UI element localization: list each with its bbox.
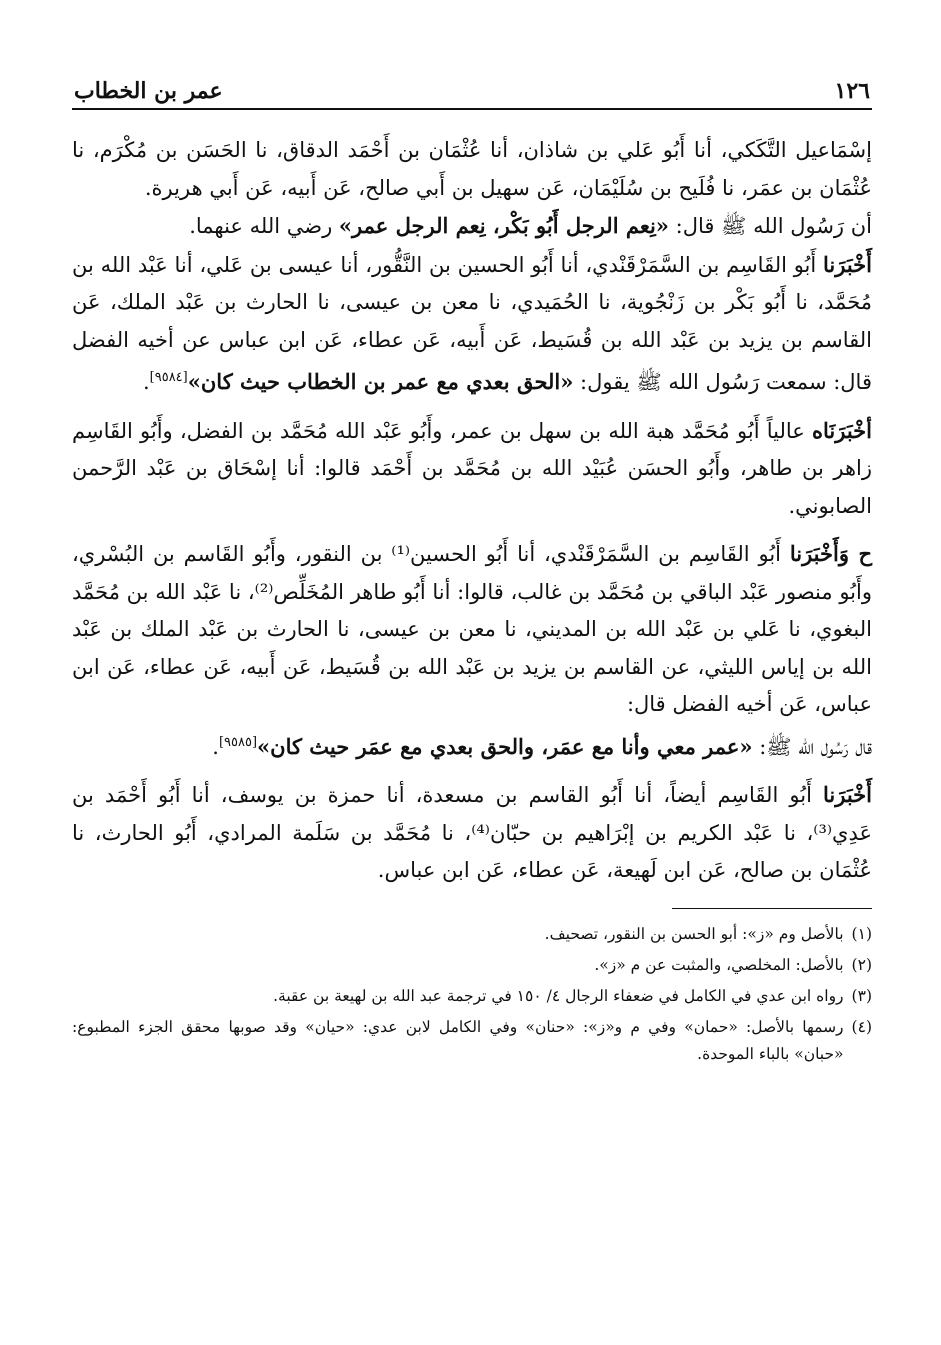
footnote (72, 983, 872, 1010)
paragraph: أَخْبَرَنا أَبُو القَاسِم بن السَّمَرْقَنْدي، أنا أَبُو الحسين بن النَّقُّور، أنا عيسى بن عَلي، أنا عَبْد الله بن مُحَمَّد، نا أَبُو بَكْر بن زَنْجُوية، نا الحُمَيدي، نا معن بن عيسى، نا الحارث بن عَبْد الملك، عَن القاسم بن يزيد بن عَبْد الله بن قُسَيط، عَن أَبيه، عَن عطاء، عَن ابن عباس عن أخيه الفضل قال: سمعت رَسُول الله ﷺ يقول: «الحق بعدي مع عمر بن الخطاب حيث كان»[٩٥٨٤]. (72, 251, 872, 394)
hadith-number: [٩٥٨٥] (218, 734, 258, 750)
footnote-text: رواه ابن عدي في الكامل في ضعفاء الرجال ٤/ ١٥٠ في ترجمة عبد الله بن لهيعة بن عقبة. (273, 986, 844, 1005)
footnote-text: بالأصل وم «ز»: أبو الحسن بن النقور، تصحيف. (544, 924, 844, 943)
paragraph: إسْمَاعيل التَّكَكي، أنا أَبُو عَلي بن شاذان، أنا عُثْمَان بن أَحْمَد الدقاق، نا الحَسَن بن مُكْرَم، نا عُثْمَان بن عمَر، نا فُلَيح بن سُلَيْمَان، عَن سهيل بن أَبي صالح، عَن أَبيه، عَن أَبي هريرة. (72, 138, 872, 200)
header-rule (72, 108, 872, 110)
chapter-title: عمر بن الخطاب (74, 78, 223, 104)
footnote-text: بالأصل: المخلصي، والمثبت عن م «ز». (594, 955, 844, 974)
paragraph: أخْبَرَنَاه عالياً أَبُو مُحَمَّد هبة الله بن سهل بن عمر، وأَبُو عَبْد الله مُحَمَّد بن الفضل، وأَبُو القَاسِم زاهر بن طاهر، وأَبُو الحسَن عُبَيْد الله بن مُحَمَّد بن أَحْمَد قالوا: أنا إسْحَاق بن عَبْد الرَّحمن الصابوني. (72, 417, 872, 518)
page-number: ١٢٦ (834, 78, 870, 104)
footnote-number: (٤) (851, 1017, 872, 1036)
paragraph: قال رَسُول الله ﷺ: «عمر معي وأنا مع عمَر، والحق بعدي مع عمَر حيث كان»[٩٥٨٥]. (212, 733, 872, 759)
paragraph: أَخْبَرَنا أَبُو القَاسِم أيضاً، أنا أَبُو القاسم بن مسعدة، أنا حمزة بن يوسف، أنا أَبُو أَحْمَد بن عَدِي⁽³⁾، نا عَبْد الكريم بن إبْرَاهيم بن حبّان⁽⁴⁾، نا مُحَمَّد بن سَلَمة المرادي، أَبُو الحارث، نا عُثْمَان بن صالح، عَن ابن لَهيعة، عَن عطاء، عَن ابن عباس. (72, 782, 873, 882)
footnote (72, 921, 872, 948)
footnote-number: (٢) (851, 955, 872, 974)
paragraph: أن رَسُول الله ﷺ قال: «نِعم الرجل أَبُو بَكْر، نِعم الرجل عمر» رضي الله عنهما. (189, 213, 872, 238)
running-header (72, 78, 872, 108)
footnote (72, 952, 872, 979)
footnote-number: (٣) (851, 986, 872, 1005)
paragraph: ح وَأَخْبَرَنا أَبُو القَاسِم بن السَّمَرْقَنْدي، أنا أَبُو الحسين⁽¹⁾ بن النقور، وأَبُو القَاسم بن البُسْري، وأَبُو منصور عَبْد الباقي بن مُحَمَّد بن غالب، قالوا: أنا أَبُو طاهر المُخَلِّص⁽²⁾، نا عَبْد الله بن مُحَمَّد البغوي، نا عَلي بن عَبْد الله بن المديني، نا معن بن عيسى، نا الحارث بن عَبْد الملك بن عَبْد الله بن إياس الليثي، عن القاسم بن يزيد بن عَبْد الله بن قُسَيط، عَن أَبيه، عَن عطاء، عَن ابن عباس، عَن أخيه الفضل قال: (72, 541, 873, 716)
hadith-number: [٩٥٨٤] (149, 370, 188, 385)
footnote-text: رسمها بالأصل: «حمان» وفي م و«ز»: «حنان» وفي الكامل لابن عدي: «حيان» وقد صوبها محقق الجزء المطبوع: «حبان» بالباء الموحدة. (72, 1017, 844, 1063)
footnote-number: (١) (851, 924, 872, 943)
footnotes (72, 921, 872, 1068)
footnote-separator (672, 908, 872, 909)
footnote (72, 1014, 872, 1068)
main-text (72, 132, 872, 890)
document-page (72, 78, 872, 1072)
